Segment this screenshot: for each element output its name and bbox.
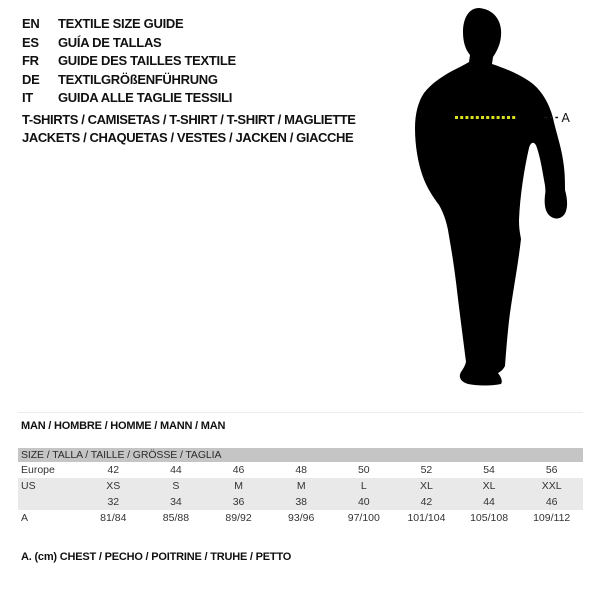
- gender-section-label: MAN / HOMBRE / HOMME / MANN / MAN: [21, 420, 226, 432]
- size-cell: XS: [106, 480, 121, 492]
- size-cell: XL: [420, 480, 433, 492]
- table-row-europe: [18, 462, 583, 478]
- size-cell: 85/88: [162, 512, 190, 524]
- language-title: TEXTILGRÖßENFÜHRUNG: [58, 71, 218, 87]
- size-cell: 42: [420, 496, 433, 508]
- size-cell: 52: [420, 464, 433, 476]
- language-title: GUIDE DES TAILLES TEXTILE: [58, 53, 236, 69]
- size-cell: 93/96: [288, 512, 315, 524]
- size-cell: M: [296, 480, 306, 492]
- row-label: US: [21, 480, 36, 492]
- row-label: A: [21, 512, 29, 524]
- size-cell: 38: [295, 496, 308, 508]
- size-cell: 42: [107, 464, 120, 476]
- language-code: FR: [22, 53, 39, 69]
- garment-category-block: [22, 111, 356, 147]
- size-cell: 81/84: [100, 512, 127, 524]
- size-table: [18, 448, 583, 526]
- size-cell: S: [172, 480, 180, 492]
- language-code: IT: [22, 90, 33, 106]
- table-row-chest: [18, 510, 583, 526]
- language-title-block: [22, 15, 236, 108]
- size-cell: 44: [170, 464, 182, 476]
- size-cell: 109/112: [533, 512, 571, 524]
- size-cell: 54: [483, 464, 495, 476]
- language-row-de: [22, 71, 236, 90]
- language-title: GUIDA ALLE TAGLIE TESSILI: [58, 90, 233, 106]
- measurement-footnote: A. (cm) CHEST / PECHO / POITRINE / TRUHE / PETTO: [21, 551, 292, 563]
- size-cell: 46: [545, 496, 558, 508]
- size-cell: 36: [232, 496, 245, 508]
- table-row-us: [18, 478, 583, 494]
- language-row-es: [22, 34, 236, 53]
- size-cell: 32: [107, 496, 120, 508]
- size-cell: 46: [232, 464, 245, 476]
- language-title: TEXTILE SIZE GUIDE: [58, 16, 184, 31]
- measure-label-a: A: [561, 111, 570, 125]
- row-label: Europe: [21, 464, 55, 476]
- size-cell: 44: [483, 496, 495, 508]
- category-tshirts: T-SHIRTS / CAMISETAS / T-SHIRT / T-SHIRT / MAGLIETTE: [22, 112, 356, 127]
- size-cell: 101/104: [407, 512, 446, 524]
- size-cell: 105/108: [470, 512, 509, 524]
- man-silhouette-figure: [405, 0, 580, 400]
- size-cell: 40: [357, 496, 370, 508]
- size-cell: 89/92: [225, 512, 252, 524]
- language-code: DE: [22, 71, 40, 87]
- size-cell: 50: [357, 464, 370, 476]
- language-row-fr: [22, 52, 236, 71]
- size-cell: XXL: [541, 480, 562, 492]
- size-cell: 34: [170, 496, 182, 508]
- size-cell: 56: [545, 464, 558, 476]
- size-cell: XL: [482, 480, 496, 492]
- man-silhouette: [415, 8, 567, 386]
- size-cell: 48: [295, 464, 308, 476]
- category-jackets: JACKETS / CHAQUETAS / VESTES / JACKEN / GIACCHE: [22, 130, 354, 145]
- size-table-header: SIZE / TALLA / TAILLE / GRÖSSE / TAGLIA: [18, 448, 583, 462]
- language-code: ES: [22, 34, 39, 50]
- language-title: GUÍA DE TALLAS: [58, 34, 162, 50]
- table-row-us-numeric: [18, 494, 583, 510]
- language-code: EN: [22, 16, 40, 31]
- section-divider: [18, 412, 583, 413]
- language-row-en: [22, 15, 236, 34]
- size-cell: 97/100: [347, 512, 380, 524]
- size-cell: L: [360, 480, 367, 492]
- size-cell: M: [234, 480, 243, 492]
- language-row-it: [22, 89, 236, 108]
